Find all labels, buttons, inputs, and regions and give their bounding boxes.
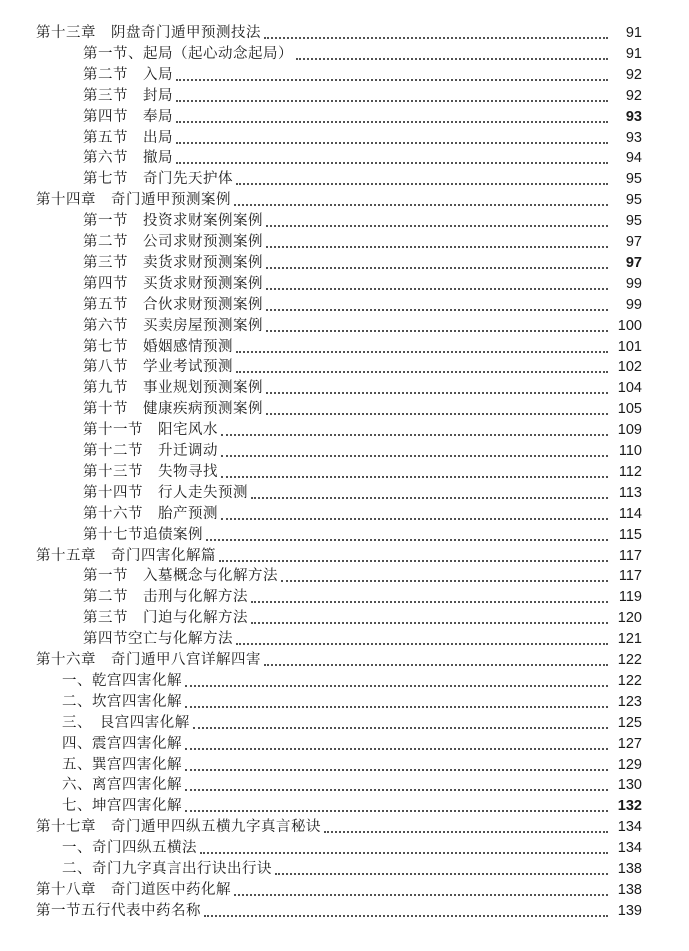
dot-leader [219,560,608,562]
toc-page-number: 104 [617,380,642,397]
toc-entry-title: 第一节五行代表中药名称 [36,902,201,919]
dot-leader [251,622,608,624]
toc-section-entry [0,145,689,167]
dot-leader [221,434,608,436]
toc-section-entry [0,563,689,585]
toc-page-number: 102 [617,359,642,376]
toc-section-entry [0,354,689,376]
toc-entry-title: 第四节 买货求财预测案例 [83,275,263,292]
toc-chapter-entry [0,543,689,565]
toc-subentry [0,793,689,815]
toc-page-number: 110 [618,443,642,459]
dot-leader [185,810,608,812]
toc-subentry [0,731,689,753]
toc-page-number: 125 [617,714,642,731]
toc-page-number: 92 [625,66,642,83]
toc-section-entry [0,417,689,439]
dot-leader [206,539,608,541]
toc-entry-title: 三、 艮宫四害化解 [62,714,190,731]
toc-page-number: 114 [618,505,642,522]
dot-leader [193,727,608,729]
toc-section-entry [0,480,689,502]
toc-section-entry [0,250,689,272]
dot-leader [251,601,608,603]
toc-subentry [0,668,689,690]
toc-page-number: 115 [618,526,642,543]
toc-entry-title: 第五节 出局 [83,129,173,146]
toc-page-number: 93 [625,129,642,146]
toc-entry-title: 第十七章 奇门遁甲四纵五横九字真言秘诀 [36,819,321,836]
dot-leader [266,392,608,394]
toc-section-entry [0,584,689,606]
toc-section-entry [0,229,689,251]
toc-page-number: 121 [617,631,642,648]
dot-leader [185,769,608,771]
toc-entry-title: 四、震宫四害化解 [62,735,182,752]
dot-leader [296,58,608,60]
toc-entry-title: 一、奇门四纵五横法 [62,840,197,857]
dot-leader [236,351,608,353]
toc-section-entry [0,522,689,544]
toc-page-number: 132 [617,798,642,815]
toc-section-entry [0,104,689,126]
dot-leader [204,915,608,917]
toc-page-number: 94 [625,150,642,167]
dot-leader [236,643,608,645]
toc-entry-title: 第一节 入墓概念与化解方法 [83,568,278,585]
toc-section-entry [0,271,689,293]
toc-entry-title: 第五节 合伙求财预测案例 [83,296,263,313]
dot-leader [251,497,608,499]
toc-page-number: 95 [625,192,642,209]
toc-page-number: 117 [618,568,642,585]
dot-leader [185,748,608,750]
toc-subentry [0,772,689,794]
toc-page-number: 105 [617,401,642,418]
dot-leader [324,831,608,833]
dot-leader [266,330,608,332]
toc-section-entry [0,334,689,356]
toc-page-number: 123 [617,693,642,710]
toc-page-number: 101 [617,338,642,355]
dot-leader [275,873,608,875]
toc-page-number: 95 [625,213,642,230]
toc-page-number: 91 [625,25,642,41]
toc-section-entry [0,41,689,63]
toc-page-number: 122 [617,652,642,668]
dot-leader [176,100,608,102]
toc-entry-title: 第十四节 行人走失预测 [83,484,248,501]
toc-entry-title: 第十节 健康疾病预测案例 [83,401,263,418]
toc-entry-title: 第四节空亡与化解方法 [83,631,233,648]
toc-entry-title: 第二节 入局 [83,66,173,83]
toc-page-number: 130 [617,777,642,794]
toc-page-number: 117 [618,547,642,564]
toc-page-number: 100 [617,317,642,334]
toc-page-number: 127 [617,735,642,752]
dot-leader [176,121,608,123]
toc-page-number: 97 [625,254,642,271]
toc-entry-title: 第四节 奉局 [83,108,173,125]
toc-entry-title: 第十五章 奇门四害化解篇 [36,547,216,564]
toc-section-entry [0,501,689,523]
toc-entry-title: 第十三节 失物寻找 [83,463,218,480]
toc-page-number: 91 [625,45,642,62]
toc-page-number: 134 [617,819,642,836]
toc-page-number: 113 [618,484,642,501]
dot-leader [266,246,608,248]
toc-subentry [0,752,689,774]
toc-chapter-entry [0,877,689,899]
toc-entry-title: 第十四章 奇门遁甲预测案例 [36,192,231,209]
toc-page-number: 109 [617,422,642,439]
toc-entry-title: 第八节 学业考试预测 [83,359,233,376]
dot-leader [266,267,608,269]
dot-leader [234,204,608,206]
toc-section-entry [0,459,689,481]
toc-page-number: 122 [617,672,642,689]
dot-leader [221,455,608,457]
toc-page-number: 120 [617,610,642,627]
toc-page-number: 93 [625,108,642,125]
toc-entry-title: 第十一节 阳宅风水 [83,422,218,439]
toc-entry-title: 第十八章 奇门道医中药化解 [36,881,231,898]
toc-subentry [0,835,689,857]
toc-entry-title: 第六节 买卖房屋预测案例 [83,317,263,334]
toc-chapter-entry [0,187,689,209]
toc-page-number: 95 [625,171,642,188]
toc-section-entry [0,166,689,188]
toc-entry-title: 一、乾宫四害化解 [62,672,182,689]
toc-entry-title: 第二节 公司求财预测案例 [83,234,263,250]
dot-leader [185,706,608,708]
toc-page-number: 99 [625,296,642,313]
toc-page-number: 112 [618,463,642,480]
dot-leader [266,413,608,415]
dot-leader [266,225,608,227]
toc-chapter-entry [0,647,689,669]
toc-page-number: 92 [625,87,642,104]
toc-entry-title: 第一节 投资求财案例案例 [83,213,263,230]
toc-entry-title: 第十六章 奇门遁甲八宫详解四害 [36,652,261,668]
dot-leader [176,79,608,81]
toc-entry-title: 第十六节 胎产预测 [83,505,218,522]
toc-page-number: 99 [625,275,642,292]
toc-subentry [0,856,689,878]
dot-leader [281,580,608,582]
toc-entry-title: 第六节 撤局 [83,150,173,167]
toc-entry-title: 第九节 事业规划预测案例 [83,380,263,397]
toc-section-entry [0,396,689,418]
dot-leader [185,789,608,791]
toc-section-entry [0,605,689,627]
toc-entry-title: 第三节 门迫与化解方法 [83,610,248,627]
toc-subentry [0,710,689,732]
toc-section-entry [0,375,689,397]
toc-chapter-entry [0,20,689,42]
dot-leader [221,476,608,478]
toc-entry-title: 七、坤宫四害化解 [62,798,182,815]
toc-page-number: 138 [617,861,642,877]
toc-section-entry [0,313,689,335]
toc-entry-title: 第三节 封局 [83,87,173,104]
toc-entry-title: 第七节 奇门先天护体 [83,171,233,188]
toc-page-number: 97 [625,234,642,250]
toc-section-entry [0,208,689,230]
toc-subentry [0,689,689,711]
toc-entry-title: 第十七节追债案例 [83,526,203,543]
toc-page-number: 138 [617,881,642,898]
dot-leader [176,162,608,164]
toc-entry-title: 五、巽宫四害化解 [62,756,182,773]
dot-leader [264,37,608,39]
dot-leader [236,371,608,373]
dot-leader [266,288,608,290]
toc-entry-title: 第三节 卖货求财预测案例 [83,254,263,271]
dot-leader [266,309,608,311]
toc-page-number: 129 [617,756,642,773]
dot-leader [200,852,608,854]
toc-entry-title: 第十二节 升迁调动 [83,443,218,459]
toc-entry-title: 第一节、起局（起心动念起局） [83,45,293,62]
dot-leader [185,685,608,687]
toc-page-number: 134 [617,840,642,857]
toc-section-entry [0,292,689,314]
toc-entry-title: 第七节 婚姻感情预测 [83,338,233,355]
toc-chapter-entry [0,814,689,836]
toc-entry-title: 第二节 击刑与化解方法 [83,589,248,606]
dot-leader [234,894,608,896]
toc-entry-title: 六、离宫四害化解 [62,777,182,794]
toc-page-number: 119 [618,589,642,606]
toc-entry-title: 二、坎宫四害化解 [62,693,182,710]
dot-leader [264,664,608,666]
toc-chapter-entry [0,898,689,920]
toc-entry-title: 二、奇门九字真言出行诀出行诀 [62,861,272,877]
dot-leader [236,183,608,185]
toc-page-number: 139 [617,902,642,919]
toc-section-entry [0,626,689,648]
dot-leader [176,142,608,144]
toc-section-entry [0,438,689,460]
toc-section-entry [0,62,689,84]
toc-entry-title: 第十三章 阴盘奇门遁甲预测技法 [36,25,261,41]
toc-section-entry [0,83,689,105]
toc-section-entry [0,125,689,147]
dot-leader [221,518,608,520]
